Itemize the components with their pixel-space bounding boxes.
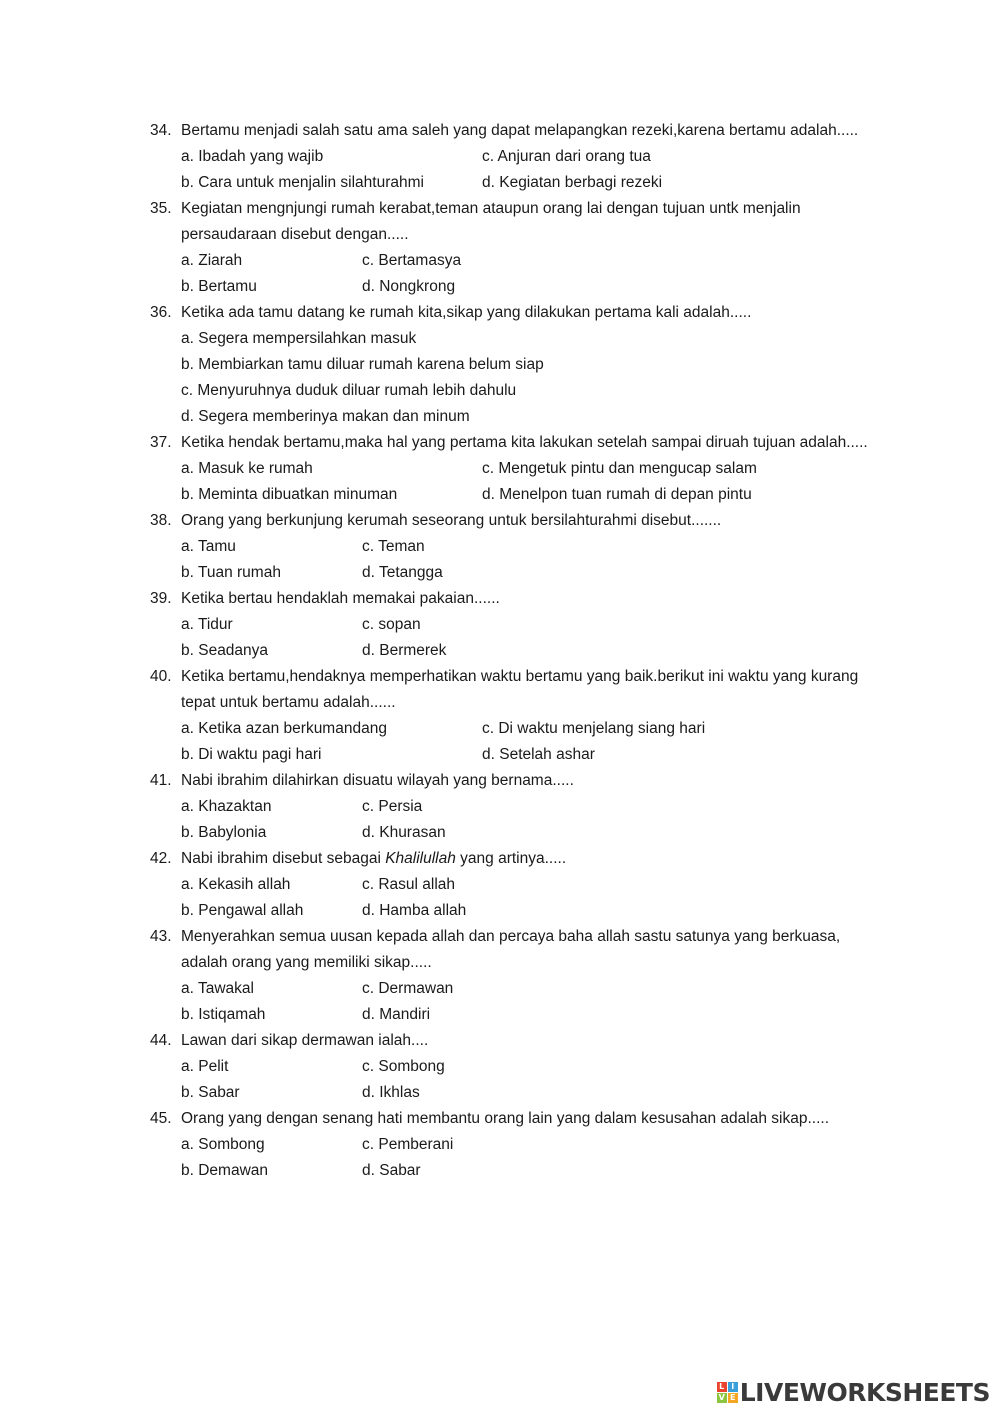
question-text: Ketika bertau hendaklah memakai pakaian...... (181, 590, 500, 607)
logo-mark-letter: V (718, 1393, 725, 1402)
question-45 (150, 1106, 890, 1184)
option-a[interactable]: a. Sombong (181, 1136, 265, 1153)
question-number: 39. (150, 590, 172, 607)
question-35 (150, 196, 890, 300)
question-text: Lawan dari sikap dermawan ialah.... (181, 1032, 429, 1049)
question-38 (150, 508, 890, 586)
question-number: 40. (150, 668, 172, 685)
option-c[interactable]: c. Rasul allah (362, 876, 456, 893)
question-37 (150, 430, 890, 508)
question-text: Kegiatan mengnjungi rumah kerabat,teman ataupun orang lai dengan tujuan untk menjalin persaudaraan disebut dengan..... (181, 200, 801, 243)
option-d[interactable]: d. Sabar (362, 1162, 421, 1179)
question-39 (150, 586, 890, 664)
question-text: Nabi ibrahim dilahirkan disuatu wilayah yang bernama..... (181, 772, 574, 789)
option-a[interactable]: a. Tidur (181, 616, 233, 633)
answer-options (181, 326, 890, 430)
option-c[interactable]: c. Menyuruhnya duduk diluar rumah lebih dahulu (181, 382, 517, 399)
answer-options (181, 716, 890, 768)
question-text: Ketika hendak bertamu,maka hal yang pertama kita lakukan setelah sampai diruah tujuan adalah..... (181, 434, 868, 451)
question-42 (150, 846, 890, 924)
answer-options (181, 794, 890, 846)
question-number: 37. (150, 434, 172, 451)
option-b[interactable]: b. Meminta dibuatkan minuman (181, 486, 398, 503)
option-a[interactable]: a. Ketika azan berkumandang (181, 720, 387, 737)
option-b[interactable]: b. Tuan rumah (181, 564, 281, 581)
brand-text: LIVEWORKSHEETS (739, 1378, 990, 1407)
answer-options (181, 1132, 890, 1184)
option-c[interactable]: c. Dermawan (362, 980, 454, 997)
option-b[interactable]: b. Di waktu pagi hari (181, 746, 322, 763)
question-40 (150, 664, 890, 768)
logo-mark-letter: E (728, 1393, 738, 1403)
option-d[interactable]: d. Segera memberinya makan dan minum (181, 408, 470, 425)
option-b[interactable]: b. Bertamu (181, 278, 257, 295)
question-number: 34. (150, 122, 172, 139)
question-number: 45. (150, 1110, 172, 1127)
option-b[interactable]: b. Membiarkan tamu diluar rumah karena belum siap (181, 356, 544, 373)
answer-options (181, 144, 890, 196)
option-b[interactable]: b. Demawan (181, 1162, 269, 1179)
option-d[interactable]: d. Nongkrong (362, 278, 456, 295)
option-c[interactable]: c. Sombong (362, 1058, 445, 1075)
option-a[interactable]: a. Ziarah (181, 252, 243, 269)
question-number: 42. (150, 850, 172, 867)
option-b[interactable]: b. Cara untuk menjalin silahturahmi (181, 174, 424, 191)
option-d[interactable]: d. Mandiri (362, 1006, 431, 1023)
option-c[interactable]: c. Mengetuk pintu dan mengucap salam (482, 460, 757, 477)
logo-mark-letter: I (728, 1382, 738, 1392)
option-d[interactable]: d. Khurasan (362, 824, 446, 841)
option-b[interactable]: b. Seadanya (181, 642, 269, 659)
question-text: Orang yang dengan senang hati membantu orang lain yang dalam kesusahan adalah sikap..... (181, 1110, 829, 1127)
option-d[interactable]: d. Tetangga (362, 564, 443, 581)
answer-options (181, 872, 890, 924)
option-a[interactable]: a. Ibadah yang wajib (181, 148, 324, 165)
question-43 (150, 924, 890, 1028)
question-text: Orang yang berkunjung kerumah seseorang untuk bersilahturahmi disebut....... (181, 512, 722, 529)
logo-mark-letter: L (717, 1382, 727, 1392)
option-c[interactable]: c. Teman (362, 538, 425, 555)
option-d[interactable]: d. Hamba allah (362, 902, 467, 919)
option-d[interactable]: d. Bermerek (362, 642, 447, 659)
question-text-end: yang artinya..... (455, 850, 567, 867)
answer-options (181, 612, 890, 664)
option-a[interactable]: a. Khazaktan (181, 798, 272, 815)
question-text: Menyerahkan semua uusan kepada allah dan percaya baha allah sastu satunya yang berkuasa, adalah orang yang memiliki sikap..... (181, 928, 841, 971)
question-text: Ketika bertamu,hendaknya memperhatikan waktu bertamu yang baik.berikut ini waktu yang kurang tepat untuk bertamu adalah...... (181, 668, 859, 711)
option-a[interactable]: a. Pelit (181, 1058, 229, 1075)
option-d[interactable]: d. Menelpon tuan rumah di depan pintu (482, 486, 752, 503)
option-c[interactable]: c. Persia (362, 798, 423, 815)
option-c[interactable]: c. Di waktu menjelang siang hari (482, 720, 706, 737)
answer-options (181, 976, 890, 1028)
option-d[interactable]: d. Ikhlas (362, 1084, 420, 1101)
option-a[interactable]: a. Tawakal (181, 980, 254, 997)
option-a[interactable]: a. Segera mempersilahkan masuk (181, 330, 417, 347)
question-number: 44. (150, 1032, 172, 1049)
option-b[interactable]: b. Babylonia (181, 824, 267, 841)
option-c[interactable]: c. Bertamasya (362, 252, 462, 269)
question-number: 43. (150, 928, 172, 945)
option-b[interactable]: b. Pengawal allah (181, 902, 304, 919)
question-number: 35. (150, 200, 172, 217)
worksheet (150, 118, 890, 1184)
option-d[interactable]: d. Kegiatan berbagi rezeki (482, 174, 663, 191)
logo-mark-icon (717, 1382, 738, 1403)
question-41 (150, 768, 890, 846)
question-number: 36. (150, 304, 172, 321)
option-a[interactable]: a. Tamu (181, 538, 236, 555)
option-a[interactable]: a. Masuk ke rumah (181, 460, 313, 477)
question-text: Ketika ada tamu datang ke rumah kita,sikap yang dilakukan pertama kali adalah..... (181, 304, 752, 321)
question-44 (150, 1028, 890, 1106)
option-c[interactable]: c. Pemberani (362, 1136, 454, 1153)
option-b[interactable]: b. Sabar (181, 1084, 240, 1101)
question-text-term: Khalilullah (385, 850, 456, 867)
option-d[interactable]: d. Setelah ashar (482, 746, 595, 763)
option-a[interactable]: a. Kekasih allah (181, 876, 291, 893)
question-34 (150, 118, 890, 196)
question-number: 38. (150, 512, 172, 529)
answer-options (181, 248, 890, 300)
question-text: Bertamu menjadi salah satu ama saleh yang dapat melapangkan rezeki,karena bertamu adalah..... (181, 122, 859, 139)
option-c[interactable]: c. sopan (362, 616, 421, 633)
question-text-start: Nabi ibrahim disebut sebagai (181, 850, 386, 867)
question-number: 41. (150, 772, 172, 789)
answer-options (181, 534, 890, 586)
question-36 (150, 300, 890, 430)
question-text (181, 846, 890, 872)
answer-options (181, 1054, 890, 1106)
liveworksheets-logo[interactable] (717, 1378, 990, 1407)
option-b[interactable]: b. Istiqamah (181, 1006, 266, 1023)
answer-options (181, 456, 890, 508)
option-c[interactable]: c. Anjuran dari orang tua (482, 148, 651, 165)
